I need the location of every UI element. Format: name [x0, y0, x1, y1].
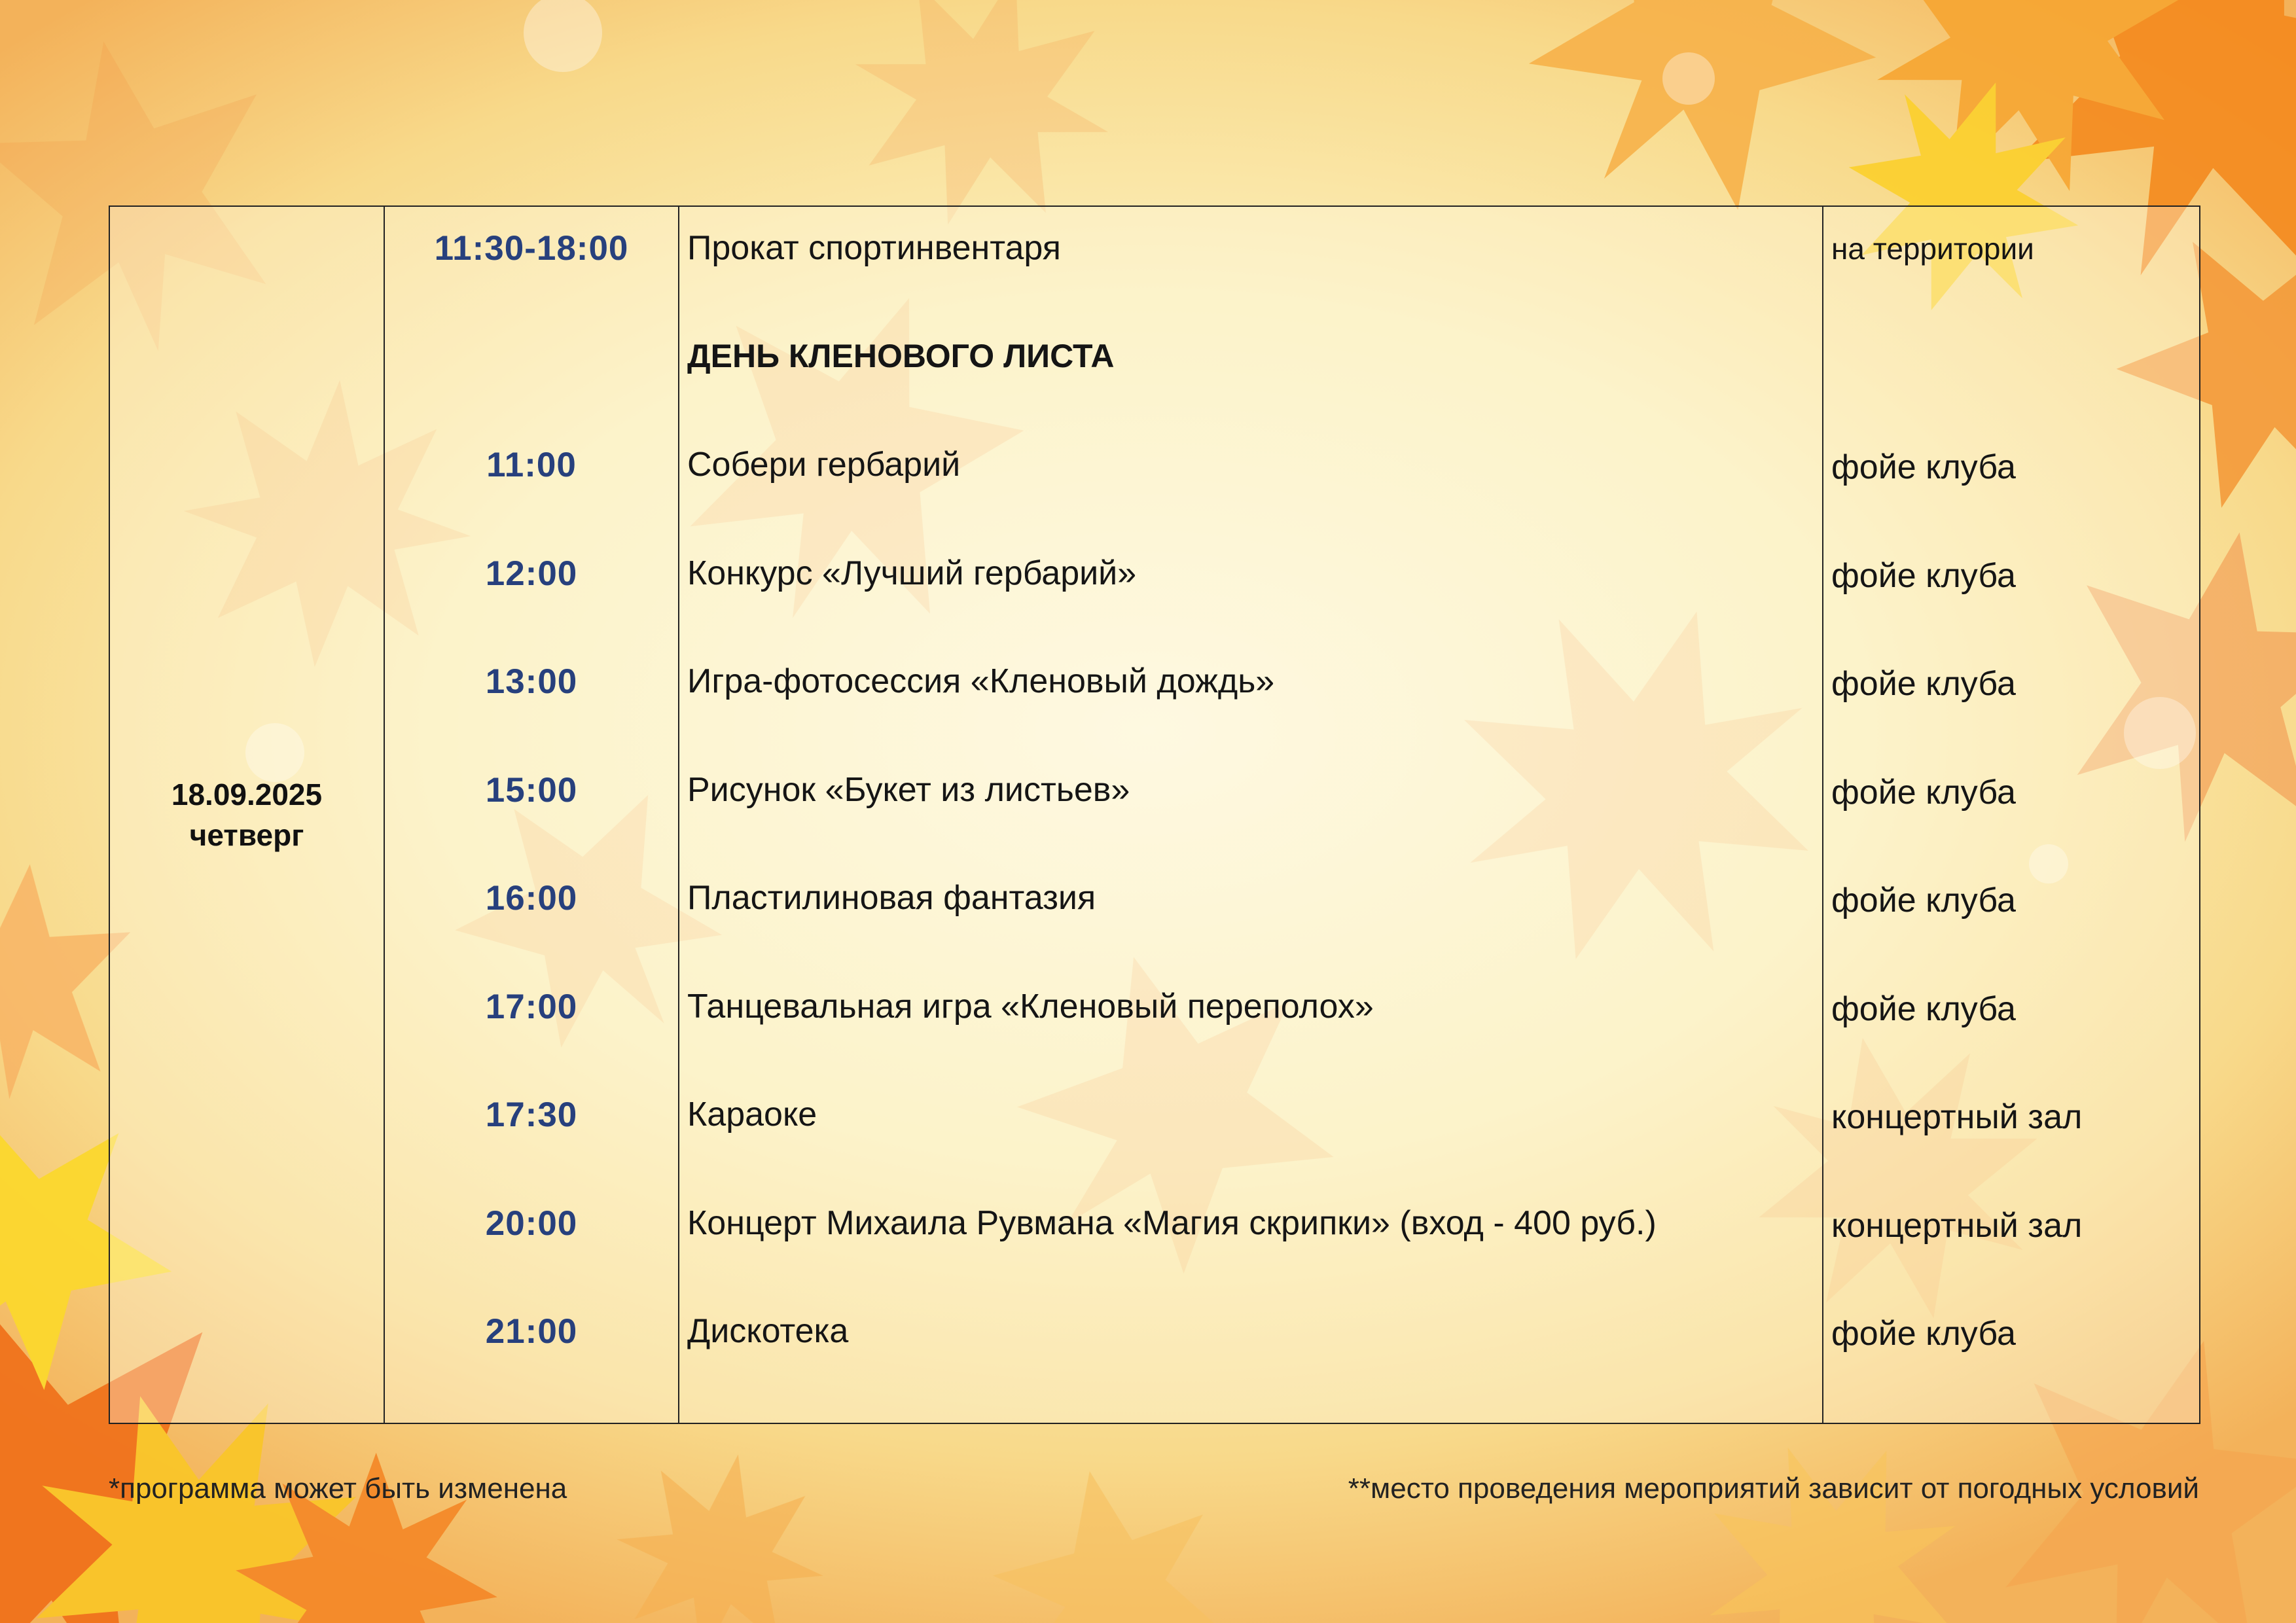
event-time: 12:00	[485, 554, 578, 593]
event-location: на территории	[1831, 232, 2034, 266]
footnote-program-may-change: *программа может быть изменена	[109, 1472, 567, 1505]
event-time: 16:00	[485, 879, 578, 918]
event-time	[385, 337, 678, 446]
event-location: фойе клуба	[1831, 773, 2016, 812]
event-name: Дискотека	[687, 1312, 849, 1350]
event-name: Рисунок «Букет из листьев»	[687, 770, 1130, 809]
event-time: 15:00	[485, 770, 578, 810]
event-name: Конкурс «Лучший гербарий»	[687, 554, 1137, 592]
time-column	[384, 206, 679, 1423]
date-cell	[109, 206, 384, 1423]
event-time: 17:00	[485, 987, 578, 1026]
event-name: Караоке	[687, 1096, 817, 1133]
event-time: 11:30-18:00	[434, 229, 629, 268]
event-location: фойе клуба	[1831, 990, 2016, 1028]
date: 18.09.2025	[171, 777, 323, 812]
event-location: фойе клуба	[1831, 882, 2016, 919]
section-heading: ДЕНЬ КЛЕНОВОГО ЛИСТА	[687, 337, 1115, 374]
event-name: Прокат спортинвентаря	[687, 229, 1061, 267]
event-time: 20:00	[485, 1204, 578, 1243]
event-name: Танцевальная игра «Кленовый переполох»	[687, 987, 1374, 1026]
event-time: 11:00	[486, 446, 577, 484]
event-location: фойе клуба	[1831, 448, 2016, 486]
event-time: 13:00	[485, 662, 578, 701]
event-name: Пластилиновая фантазия	[687, 879, 1096, 917]
event-location: концертный зал	[1831, 1206, 2083, 1245]
event-location: фойе клуба	[1831, 556, 2016, 595]
schedule-table	[109, 205, 2200, 1424]
footnote-weather-conditions: **место проведения мероприятий зависит от погодных условий	[1348, 1472, 2199, 1505]
place-column	[1823, 206, 2200, 1423]
weekday: четверг	[189, 817, 304, 852]
event-time: 17:30	[485, 1096, 578, 1134]
event-column	[679, 206, 1823, 1423]
event-name: Концерт Михаила Рувмана «Магия скрипки» (вход - 400 руб.)	[687, 1204, 1657, 1242]
event-location: фойе клуба	[1831, 1315, 2016, 1353]
event-location: фойе клуба	[1831, 665, 2016, 703]
event-time: 21:00	[485, 1312, 578, 1351]
event-location	[1823, 340, 2199, 448]
event-name: Игра-фотосессия «Кленовый дождь»	[687, 662, 1275, 700]
event-location: концертный зал	[1831, 1098, 2083, 1136]
event-name: Собери гербарий	[687, 446, 961, 484]
